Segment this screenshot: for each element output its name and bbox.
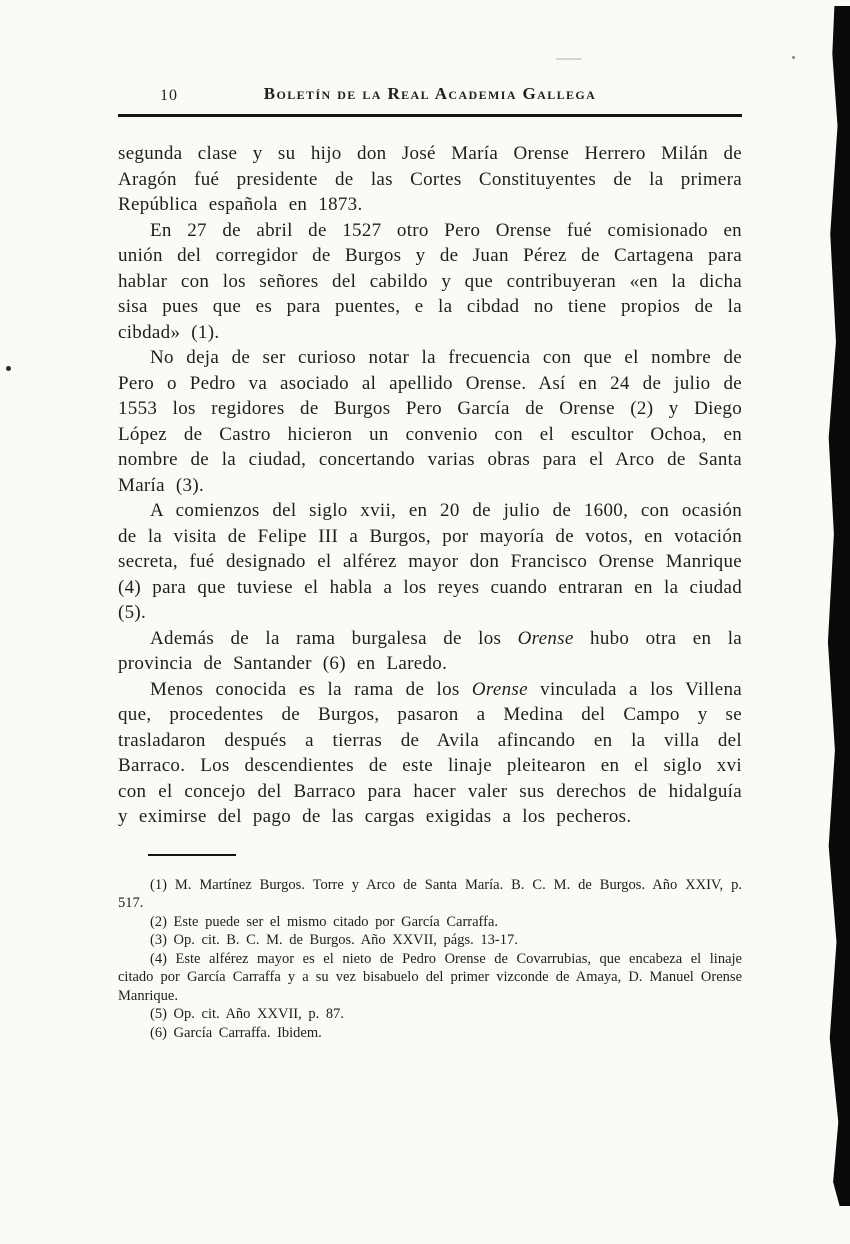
paragraph-5-italic: Orense xyxy=(517,627,574,649)
header-rule xyxy=(118,114,742,117)
footnotes xyxy=(118,876,742,1043)
footnote-6: (6) García Carraffa. Ibidem. xyxy=(150,1024,322,1041)
body-text xyxy=(118,141,742,830)
paragraph-5 xyxy=(118,626,742,677)
footnote-separator-rule xyxy=(148,854,236,856)
page-number: 10 xyxy=(160,87,178,104)
page-content xyxy=(118,0,742,1042)
scan-artifact-right-edge xyxy=(824,6,850,1206)
footnote-4: (4) Este alférez mayor es el nieto de Pedro Orense de Covarrubias, que encabeza el linaje citado por García Carraffa y a su vez bisabuelo del primer vizconde de Amaya, D. Manuel Orense Manrique. xyxy=(118,950,742,1004)
footnote-1: (1) M. Martínez Burgos. Torre y Arco de Santa María. B. C. M. de Burgos. Año XXIV, p. 517. xyxy=(118,876,742,911)
paragraph-5-text: Además de la rama burgalesa de los xyxy=(150,627,518,649)
scan-speck xyxy=(6,366,11,371)
paragraph-6-text: Menos conocida es la rama de los xyxy=(150,678,472,700)
footnote-3: (3) Op. cit. B. C. M. de Burgos. Año XXVII, págs. 13-17. xyxy=(150,932,518,948)
paragraph-5-text: hubo otra en la provincia de Santander (6) en Laredo. xyxy=(118,627,743,674)
paragraph-2: En 27 de abril de 1527 otro Pero Orense fué comisionado en unión del corregidor de Burgos y de Juan Pérez de Cartagena para hablar con los señores del cabildo y que contribuyeran «en la dicha sisa pues que es para puentes, e la cibdad no tiene propios de la cibdad» (1). xyxy=(118,219,742,343)
header-title: Boletín de la Real Academia Gallega xyxy=(263,84,597,103)
running-header xyxy=(118,84,742,106)
paragraph-6-italic: Orense xyxy=(471,678,528,700)
paragraph-6 xyxy=(118,677,742,830)
footnote-2: (2) Este puede ser el mismo citado por García Carraffa. xyxy=(150,913,499,930)
footnote-5: (5) Op. cit. Año XXVII, p. 87. xyxy=(150,1006,344,1022)
paragraph-4: A comienzos del siglo xvii, en 20 de julio de 1600, con ocasión de la visita de Felipe III a Burgos, por mayoría de votos, en votación secreta, fué designado el alférez mayor don Francisco Orense Manrique (4) para que tuviese el habla a los reyes cuando entraran en la ciudad (5). xyxy=(118,500,742,623)
paragraph-3: No deja de ser curioso notar la frecuencia con que el nombre de Pero o Pedro va asociado al apellido Orense. Así en 24 de julio de 1553 los regidores de Burgos Pero García de Orense (2) y Diego López de Castro hicieron un convenio con el escultor Ochoa, en nombre de la ciudad, concertando varias obras para el Arco de Santa María (3). xyxy=(118,347,742,496)
paragraph-1: segunda clase y su hijo don José María Orense Herrero Milán de Aragón fué presidente de las Cortes Constituyentes de la primera República española en 1873. xyxy=(118,143,742,215)
scan-speck xyxy=(792,56,795,59)
paragraph-6-text: vinculada a los Villena que, procedentes de Burgos, pasaron a Medina del Campo y se trasladaron después a tierras de Avila afincando en la villa del Barraco. Los descendientes de este linaje pleitearon en el siglo xvi con el concejo del Barraco para hacer valer sus derechos de hidalguía y eximirse del pago de las cargas exigidas a los pecheros. xyxy=(118,678,742,827)
